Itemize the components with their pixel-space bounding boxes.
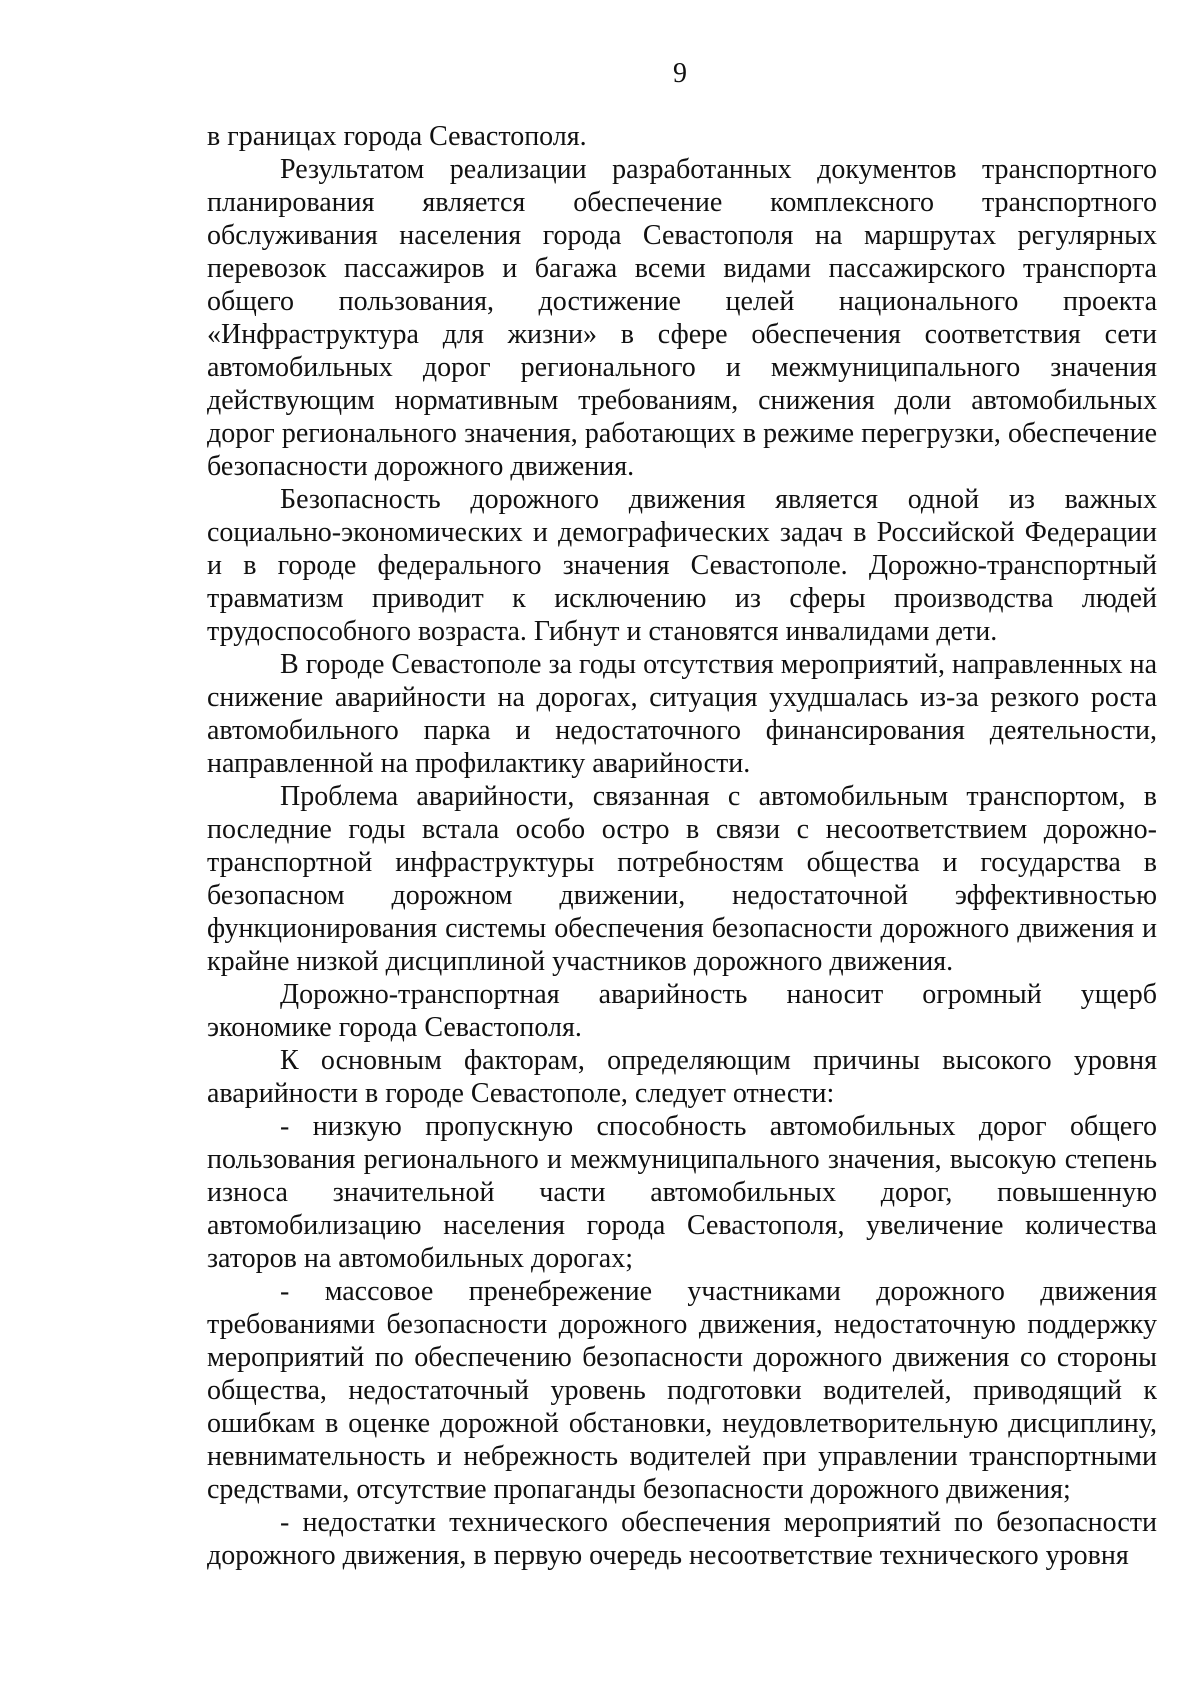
body-text xyxy=(207,120,1157,1572)
page-number: 9 xyxy=(673,58,687,89)
paragraph: К основным факторам, определяющим причины высокого уровня аварийности в городе Севастополе, следует отнести: xyxy=(207,1045,1157,1109)
list-item: - низкую пропускную способность автомобильных дорог общего пользования регионального и межмуниципального значения, высокую степень износа значительной части автомобильных дорог, повышенную автомобилизацию населения города Севастополя, увеличение количества заторов на автомобильных дорогах; xyxy=(207,1111,1157,1274)
paragraph: Безопасность дорожного движения является одной из важных социально-экономических и демографических задач в Российской Федерации и в городе федерального значения Севастополе. Дорожно-транспортный травматизм приводит к исключению из сферы производства людей трудоспособного возраста. Гибнут и становятся инвалидами дети. xyxy=(207,484,1157,647)
paragraph: Дорожно-транспортная аварийность наносит огромный ущерб экономике города Севастополя. xyxy=(207,979,1157,1043)
list-item: - недостатки технического обеспечения мероприятий по безопасности дорожного движения, в первую очередь несоответствие технического уровня xyxy=(207,1507,1157,1571)
paragraph: В городе Севастополе за годы отсутствия мероприятий, направленных на снижение аварийности на дорогах, ситуация ухудшалась из-за резкого роста автомобильного парка и недостаточного финансирования деятельности, направленной на профилактику аварийности. xyxy=(207,649,1157,779)
list-item: - массовое пренебрежение участниками дорожного движения требованиями безопасности дорожного движения, недостаточную поддержку мероприятий по обеспечению безопасности дорожного движения со стороны общества, недостаточный уровень подготовки водителей, приводящий к ошибкам в оценке дорожной обстановки, неудовлетворительную дисциплину, невнимательность и небрежность водителей при управлении транспортными средствами, отсутствие пропаганды безопасности дорожного движения; xyxy=(207,1276,1157,1505)
paragraph: в границах города Севастополя. xyxy=(207,121,587,152)
paragraph: Результатом реализации разработанных документов транспортного планирования является обеспечение комплексного транспортного обслуживания населения города Севастополя на маршрутах регулярных перевозок пассажиров и багажа всеми видами пассажирского транспорта общего пользования, достижение целей национального проекта «Инфраструктура для жизни» в сфере обеспечения соответствия сети автомобильных дорог регионального и межмуниципального значения действующим нормативным требованиям, снижения доли автомобильных дорог регионального значения, работающих в режиме перегрузки, обеспечение безопасности дорожного движения. xyxy=(207,154,1157,482)
paragraph: Проблема аварийности, связанная с автомобильным транспортом, в последние годы встала особо остро в связи с несоответствием дорожно-транспортной инфраструктуры потребностям общества и государства в безопасном дорожном движении, недостаточной эффективностью функционирования системы обеспечения безопасности дорожного движения и крайне низкой дисциплиной участников дорожного движения. xyxy=(207,781,1157,977)
